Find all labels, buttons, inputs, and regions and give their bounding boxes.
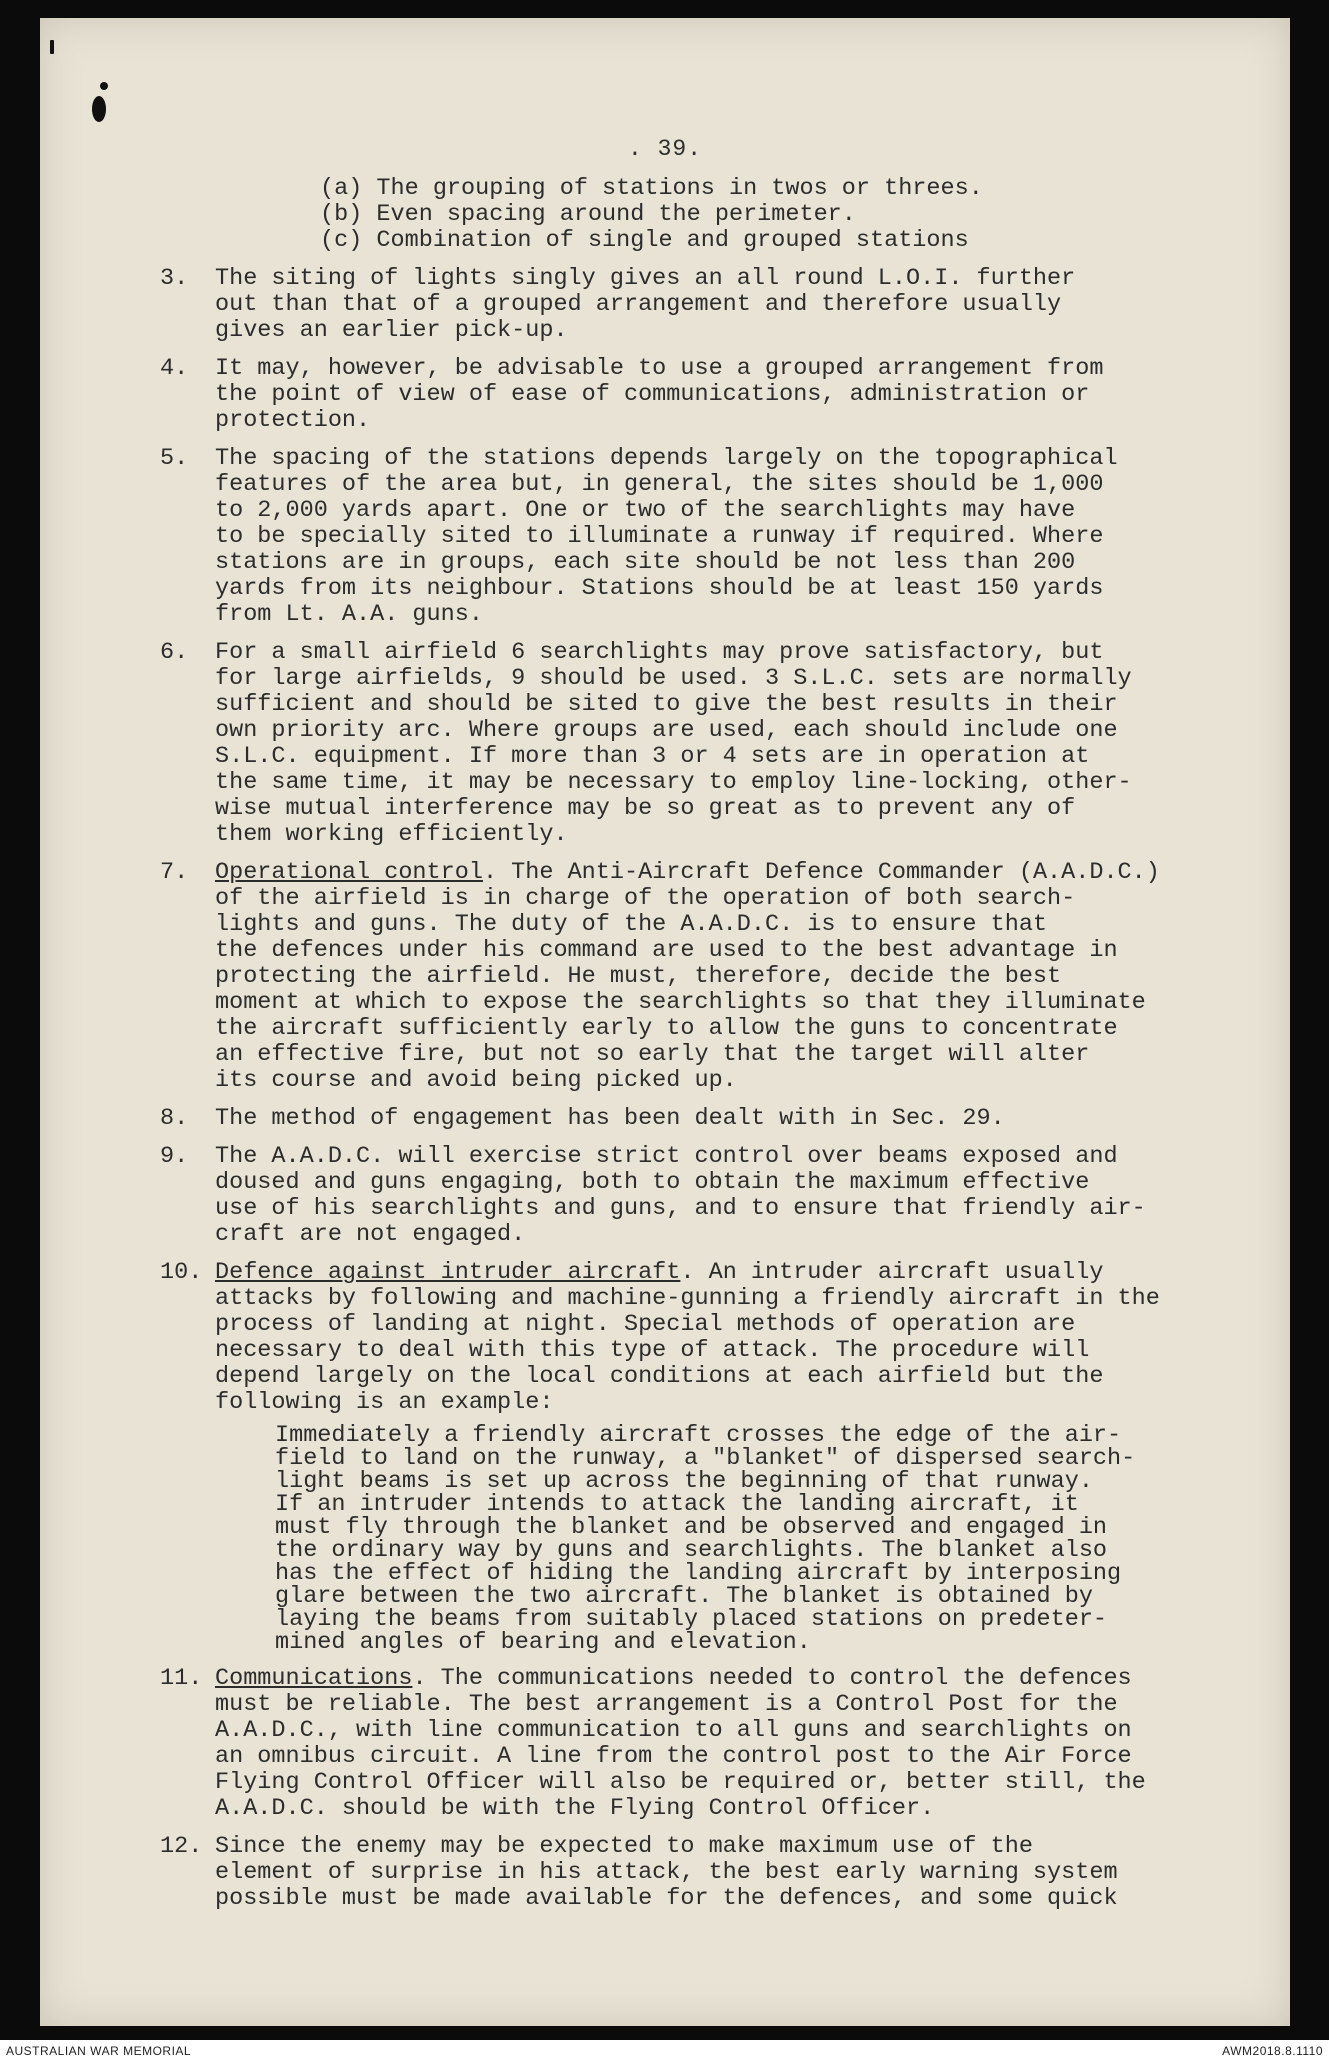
paragraph-line: wise mutual interference may be so great as to prevent any of [215,795,1076,822]
paragraph-line: depend largely on the local conditions at each airfield but the [215,1363,1104,1390]
paragraph-line: It may, however, be advisable to use a grouped arrangement from [215,355,1104,382]
page-number: . 39. [627,136,702,162]
paragraph-line: Since the enemy may be expected to make maximum use of the [215,1833,1033,1860]
paragraph-heading: Operational control [215,859,483,886]
paragraph-line: must be reliable. The best arrangement is a Control Post for the [215,1691,1118,1718]
ink-blot [50,40,54,54]
paragraph-line: the aircraft sufficiently early to allow the guns to concentrate [215,1015,1118,1042]
paragraph-line: protecting the airfield. He must, therefore, decide the best [215,963,1062,990]
sub-item: (b) Even spacing around the perimeter. [320,201,856,228]
paragraph [40,446,1290,628]
paragraph-line: features of the area but, in general, the sites should be 1,000 [215,471,1104,498]
paragraph [40,1834,1290,1912]
paragraph-line: Flying Control Officer will also be required or, better still, the [215,1769,1146,1796]
footer-reference: AWM2018.8.1110 [1222,2044,1323,2058]
ink-blot [100,82,108,90]
paragraph-number: 5. [160,445,189,472]
paragraph-line: yards from its neighbour. Stations should be at least 150 yards [215,575,1104,602]
paragraph-line: protection. [215,407,371,434]
paragraph-line: them working efficiently. [215,821,568,848]
paragraph-line: A.A.D.C., with line communication to all guns and searchlights on [215,1717,1132,1744]
paragraph-line: own priority arc. Where groups are used, each should include one [215,717,1118,744]
paragraph [40,356,1290,434]
paragraph-line: from Lt. A.A. guns. [215,601,483,628]
paragraph-number: 7. [160,859,189,886]
paragraph [40,266,1290,344]
paragraph [40,640,1290,848]
paragraph [40,1666,1290,1822]
paragraph-line: following is an example: [215,1389,554,1416]
paragraph-body [215,860,1215,1094]
paragraph-heading: Communications [215,1665,413,1692]
paragraph-number: 11. [160,1665,203,1692]
paragraph-line [215,1666,1215,1692]
example-line: must fly through the blanket and be observed and engaged in [275,1514,1108,1541]
paragraph-line: gives an earlier pick-up. [215,317,568,344]
paragraph-list [40,266,1290,1912]
paragraph-heading: Defence against intruder aircraft [215,1259,681,1286]
example-line: laying the beams from suitably placed stations on predeter- [275,1606,1108,1633]
paragraph-line: to be specially sited to illuminate a runway if required. Where [215,523,1104,550]
paragraph-line: The spacing of the stations depends largely on the topographical [215,445,1118,472]
paragraph-line-text: . The Anti-Aircraft Defence Commander (A.A.D.C.) [482,859,1160,886]
paragraph-line: necessary to deal with this type of attack. The procedure will [215,1337,1090,1364]
paragraph-body [215,1106,1215,1132]
paragraph-line: of the airfield is in charge of the operation of both search- [215,885,1076,912]
sub-item: (c) Combination of single and grouped stations [320,227,969,254]
paragraph-body [215,1834,1215,1912]
paragraph-line: stations are in groups, each site should be not less than 200 [215,549,1076,576]
paragraph-number: 9. [160,1143,189,1170]
paragraph [40,1144,1290,1248]
ink-blot [92,96,106,122]
paragraph-line: lights and guns. The duty of the A.A.D.C. is to ensure that [215,911,1048,938]
indented-example [275,1424,1235,1654]
sub-item: (a) The grouping of stations in twos or threes. [320,175,983,202]
paragraph-body [215,1260,1215,1416]
example-line: glare between the two aircraft. The blanket is obtained by [275,1583,1093,1610]
paragraph-line: an effective fire, but not so early that the target will alter [215,1041,1090,1068]
paragraph-line: to 2,000 yards apart. One or two of the searchlights may have [215,497,1076,524]
paragraph-body [215,640,1215,848]
paragraph-line [215,860,1215,886]
example-line: field to land on the runway, a "blanket" of dispersed search- [275,1445,1136,1472]
paragraph-body [215,266,1215,344]
example-line: light beams is set up across the beginning of that runway. [275,1468,1093,1495]
paragraph-line: The A.A.D.C. will exercise strict control over beams exposed and [215,1143,1118,1170]
paragraph-body [215,1144,1215,1248]
example-line: If an intruder intends to attack the landing aircraft, it [275,1491,1079,1518]
footer-source: AUSTRALIAN WAR MEMORIAL [6,2044,192,2058]
example-line: Immediately a friendly aircraft crosses the edge of the air- [275,1422,1122,1449]
sub-item-list [40,176,1290,254]
paragraph-number: 6. [160,639,189,666]
paragraph-line: For a small airfield 6 searchlights may prove satisfactory, but [215,639,1104,666]
example-line: mined angles of bearing and elevation. [275,1629,811,1656]
paragraph-body [215,356,1215,434]
paragraph-line: an omnibus circuit. A line from the control post to the Air Force [215,1743,1132,1770]
paragraph [40,860,1290,1094]
paragraph-line: element of surprise in his attack, the best early warning system [215,1859,1118,1886]
paragraph-line: doused and guns engaging, both to obtain the maximum effective [215,1169,1090,1196]
paragraph-line: the point of view of ease of communications, administration or [215,381,1090,408]
paragraph-body [215,1666,1215,1822]
paragraph-body [215,446,1215,628]
paragraph-line: out than that of a grouped arrangement and therefore usually [215,291,1062,318]
example-line: the ordinary way by guns and searchlights. The blanket also [275,1537,1108,1564]
paragraph-number: 10. [160,1259,203,1286]
document-body [40,176,1290,1912]
paragraph-line: sufficient and should be sited to give the best results in their [215,691,1118,718]
paragraph-line: The method of engagement has been dealt with in Sec. 29. [215,1105,1005,1132]
paragraph-line: A.A.D.C. should be with the Flying Control Officer. [215,1795,935,1822]
paragraph-number: 3. [160,265,189,292]
paragraph-number: 12. [160,1833,203,1860]
paragraph-line [215,1260,1215,1286]
paragraph-line: its course and avoid being picked up. [215,1067,737,1094]
paragraph-line: for large airfields, 9 should be used. 3 S.L.C. sets are normally [215,665,1132,692]
paragraph-line: the same time, it may be necessary to employ line-locking, other- [215,769,1132,796]
paragraph-line: S.L.C. equipment. If more than 3 or 4 sets are in operation at [215,743,1090,770]
paragraph [40,1260,1290,1654]
paragraph-line: process of landing at night. Special methods of operation are [215,1311,1076,1338]
paragraph-line: attacks by following and machine-gunning a friendly aircraft in the [215,1285,1160,1312]
paragraph-line: craft are not engaged. [215,1221,526,1248]
document-page [40,18,1290,2026]
paragraph-line-text: . An intruder aircraft usually [680,1259,1104,1286]
paragraph-line: possible must be made available for the defences, and some quick [215,1885,1118,1912]
paragraph-line-text: . The communications needed to control the defences [412,1665,1132,1692]
paragraph-line: use of his searchlights and guns, and to ensure that friendly air- [215,1195,1146,1222]
example-line: has the effect of hiding the landing aircraft by interposing [275,1560,1122,1587]
paragraph-line: the defences under his command are used to the best advantage in [215,937,1118,964]
paragraph-line: The siting of lights singly gives an all round L.O.I. further [215,265,1076,292]
paragraph-number: 8. [160,1105,189,1132]
paragraph-line: moment at which to expose the searchlights so that they illuminate [215,989,1146,1016]
paragraph [40,1106,1290,1132]
paragraph-number: 4. [160,355,189,382]
